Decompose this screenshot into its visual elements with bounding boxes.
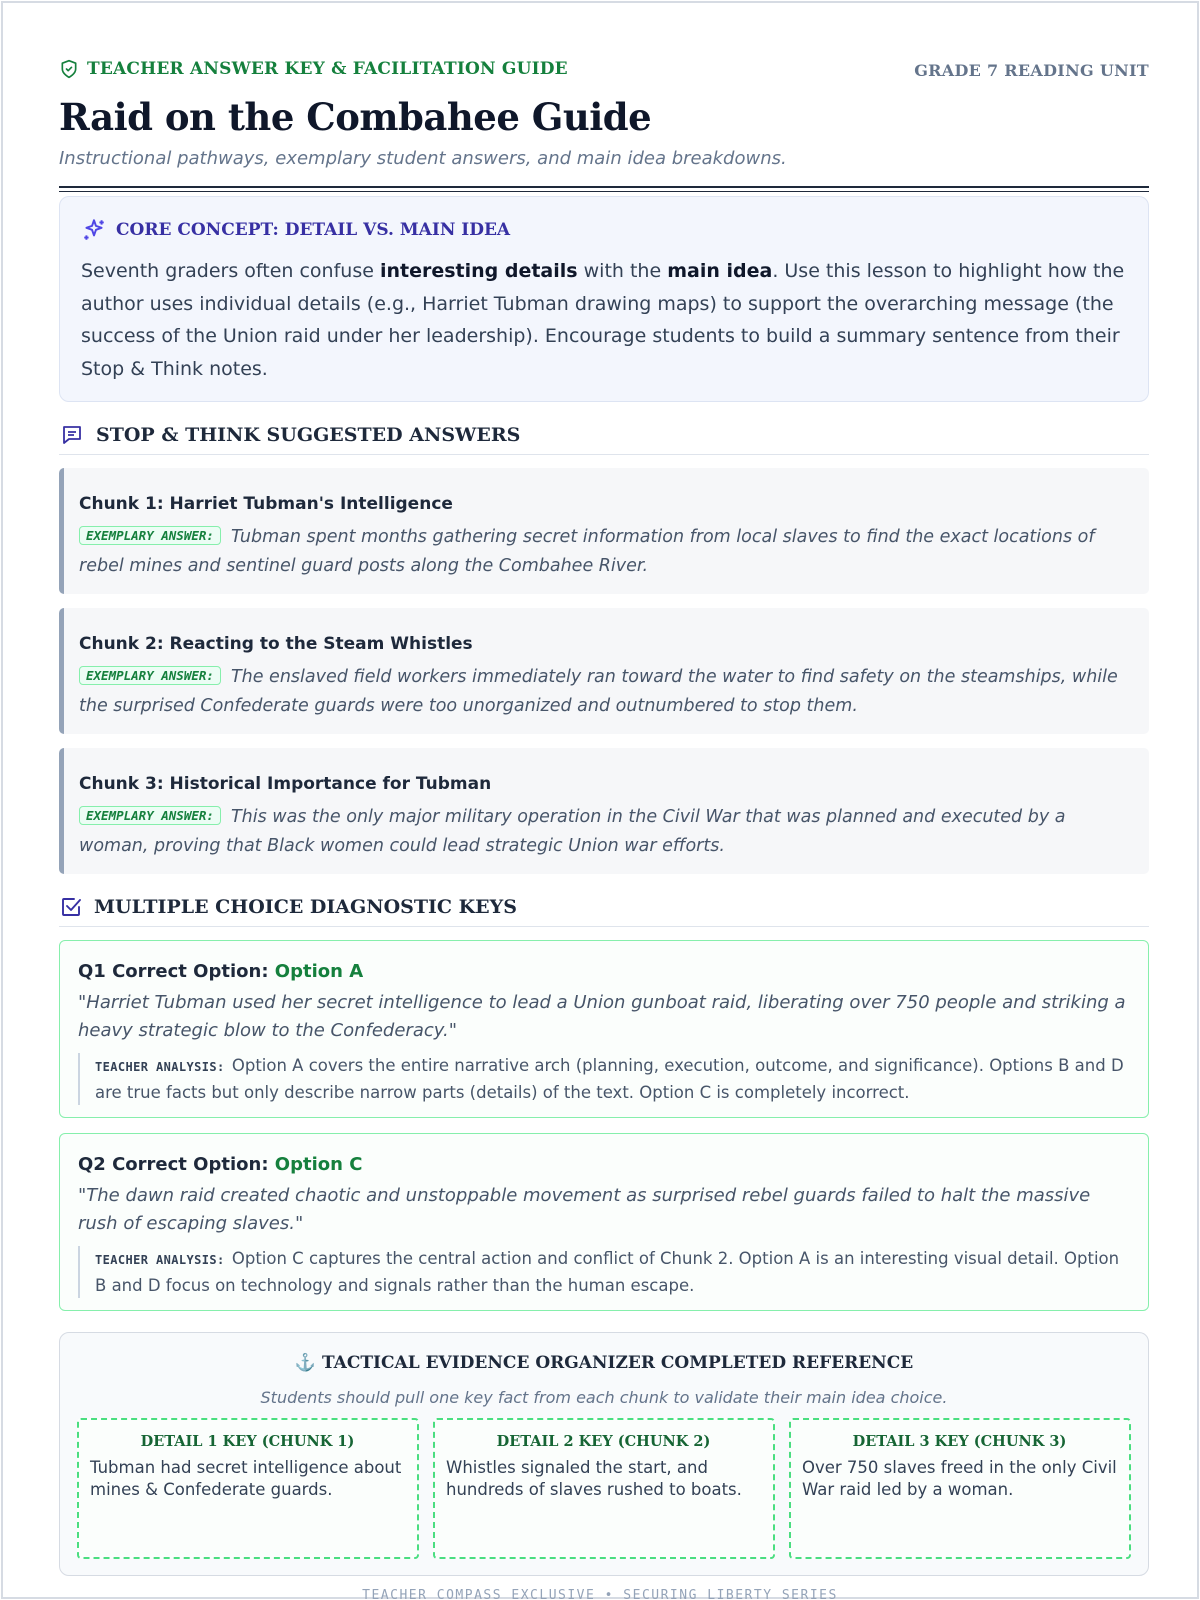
teacher-analysis xyxy=(78,1053,1130,1105)
detail-key-box-1 xyxy=(77,1418,419,1559)
anchor-icon: ⚓ xyxy=(294,1353,316,1373)
chunk-title: Chunk 2: Reacting to the Steam Whistles xyxy=(79,634,473,654)
detail-key-label: DETAIL 2 KEY (CHUNK 2) xyxy=(496,1433,711,1450)
teacher-analysis-text: Option C captures the central action and conflict of Chunk 2. Option A is an interesting visual detail. Option B and D focus on technology and signals rather than the human escape. xyxy=(95,1249,1120,1295)
page-title: Raid on the Combahee Guide xyxy=(59,95,652,139)
eyebrow-label xyxy=(59,59,568,79)
answer-key-page xyxy=(1,1,1199,1599)
mcq-prefix: Q1 Correct Option: xyxy=(78,961,275,982)
page-subtitle: Instructional pathways, exemplary student answers, and main idea breakdowns. xyxy=(59,148,787,169)
mcq-correct-option: Option C xyxy=(274,1154,363,1175)
chunk-answer xyxy=(79,523,1129,581)
check-square-icon xyxy=(59,895,83,919)
chunk-answer-text: Tubman spent months gathering secret information from local slaves to find the exact locations of rebel mines and sentinel guard posts along the Combahee River. xyxy=(79,527,1095,576)
detail-key-text: Tubman had secret intelligence about mines & Confederate guards. xyxy=(90,1458,402,1499)
organizer-subheading: Students should pull one key fact from each chunk to validate their main idea choice. xyxy=(260,1388,948,1407)
stop-think-heading-text: STOP & THINK SUGGESTED ANSWERS xyxy=(96,423,521,446)
teacher-analysis xyxy=(78,1246,1130,1298)
eyebrow-text: TEACHER ANSWER KEY & FACILITATION GUIDE xyxy=(87,59,568,79)
organizer-heading-text: TACTICAL EVIDENCE ORGANIZER COMPLETED REFERENCE xyxy=(321,1353,914,1373)
chunk-card-3 xyxy=(59,748,1149,874)
exemplary-answer-badge: EXEMPLARY ANSWER: xyxy=(79,666,221,685)
chunk-card-2 xyxy=(59,608,1149,734)
detail-key-box-2 xyxy=(433,1418,775,1559)
detail-key-label: DETAIL 3 KEY (CHUNK 3) xyxy=(852,1433,1067,1450)
page-footer: TEACHER COMPASS EXCLUSIVE • SECURING LIBERTY SERIES xyxy=(362,1588,838,1600)
chunk-card-1 xyxy=(59,468,1149,594)
sparkles-icon xyxy=(81,217,107,243)
header-rule-bottom xyxy=(59,191,1149,192)
mcq-correct-option: Option A xyxy=(274,961,364,982)
header-rule-top xyxy=(59,186,1149,188)
chunk-answer xyxy=(79,803,1129,861)
teacher-analysis-tag: TEACHER ANALYSIS: xyxy=(95,1060,225,1074)
chunk-answer-text: This was the only major military operation in the Civil War that was planned and executed by a woman, proving that Black women could lead strategic Union war efforts. xyxy=(79,807,1066,856)
chunk-answer-text: The enslaved field workers immediately ran toward the water to find safety on the steamships, while the surprised Confederate guards were too unorganized and outnumbered to stop them. xyxy=(79,667,1118,716)
mcq-heading xyxy=(59,893,1149,927)
chunk-title: Chunk 3: Historical Importance for Tubman xyxy=(79,774,492,794)
mcq-prefix: Q2 Correct Option: xyxy=(78,1154,275,1175)
detail-key-box-3 xyxy=(789,1418,1131,1559)
core-body-bold-main-idea: main idea xyxy=(667,260,773,282)
mcq-quote: "The dawn raid created chaotic and unstoppable movement as surprised rebel guards failed to halt the massive rush of escaping slaves." xyxy=(78,1185,1091,1234)
core-body-post: . Use this lesson to highlight how the author uses individual details (e.g., Harriet Tubman drawing maps) to support the overarching message (the success of the Union raid under her leadership). Encourage students to build a summary sentence from their Stop & Think notes. xyxy=(81,260,1125,380)
core-concept-body xyxy=(81,255,1127,385)
core-concept-box xyxy=(59,196,1149,402)
core-body-bold-details: interesting details xyxy=(379,260,578,282)
shield-check-icon xyxy=(59,59,79,79)
exemplary-answer-badge: EXEMPLARY ANSWER: xyxy=(79,526,221,545)
mcq-heading-text: MULTIPLE CHOICE DIAGNOSTIC KEYS xyxy=(94,895,517,918)
mcq-question-line xyxy=(78,961,1130,982)
exemplary-answer-badge: EXEMPLARY ANSWER: xyxy=(79,806,221,825)
chunk-title: Chunk 1: Harriet Tubman's Intelligence xyxy=(79,494,453,514)
core-body-mid: with the xyxy=(577,260,668,282)
core-concept-heading-text: CORE CONCEPT: DETAIL VS. MAIN IDEA xyxy=(116,220,511,240)
mcq-key-card-2 xyxy=(59,1133,1149,1311)
chunk-answer xyxy=(79,663,1129,721)
organizer-heading xyxy=(60,1353,1148,1373)
teacher-analysis-text: Option A covers the entire narrative arch (planning, execution, outcome, and significance). Options B and D are true facts but only describe narrow parts (details) of the text. Option C is completely incorrect. xyxy=(95,1056,1124,1102)
mcq-key-card-1 xyxy=(59,940,1149,1118)
grade-label: GRADE 7 READING UNIT xyxy=(914,61,1149,80)
mcq-question-line xyxy=(78,1154,1130,1175)
detail-key-label: DETAIL 1 KEY (CHUNK 1) xyxy=(140,1433,355,1450)
header-label-row xyxy=(59,59,1149,83)
evidence-organizer xyxy=(59,1332,1149,1576)
detail-key-text: Over 750 slaves freed in the only Civil War raid led by a woman. xyxy=(802,1458,1117,1499)
mcq-quote: "Harriet Tubman used her secret intelligence to lead a Union gunboat raid, liberating over 750 people and striking a heavy strategic blow to the Confederacy." xyxy=(78,992,1126,1041)
detail-key-text: Whistles signaled the start, and hundreds of slaves rushed to boats. xyxy=(446,1458,742,1499)
core-concept-heading xyxy=(81,217,1127,243)
core-body-pre: Seventh graders often confuse xyxy=(81,260,380,282)
message-square-icon xyxy=(59,423,85,447)
teacher-analysis-tag: TEACHER ANALYSIS: xyxy=(95,1253,225,1267)
stop-think-heading xyxy=(59,421,1149,455)
